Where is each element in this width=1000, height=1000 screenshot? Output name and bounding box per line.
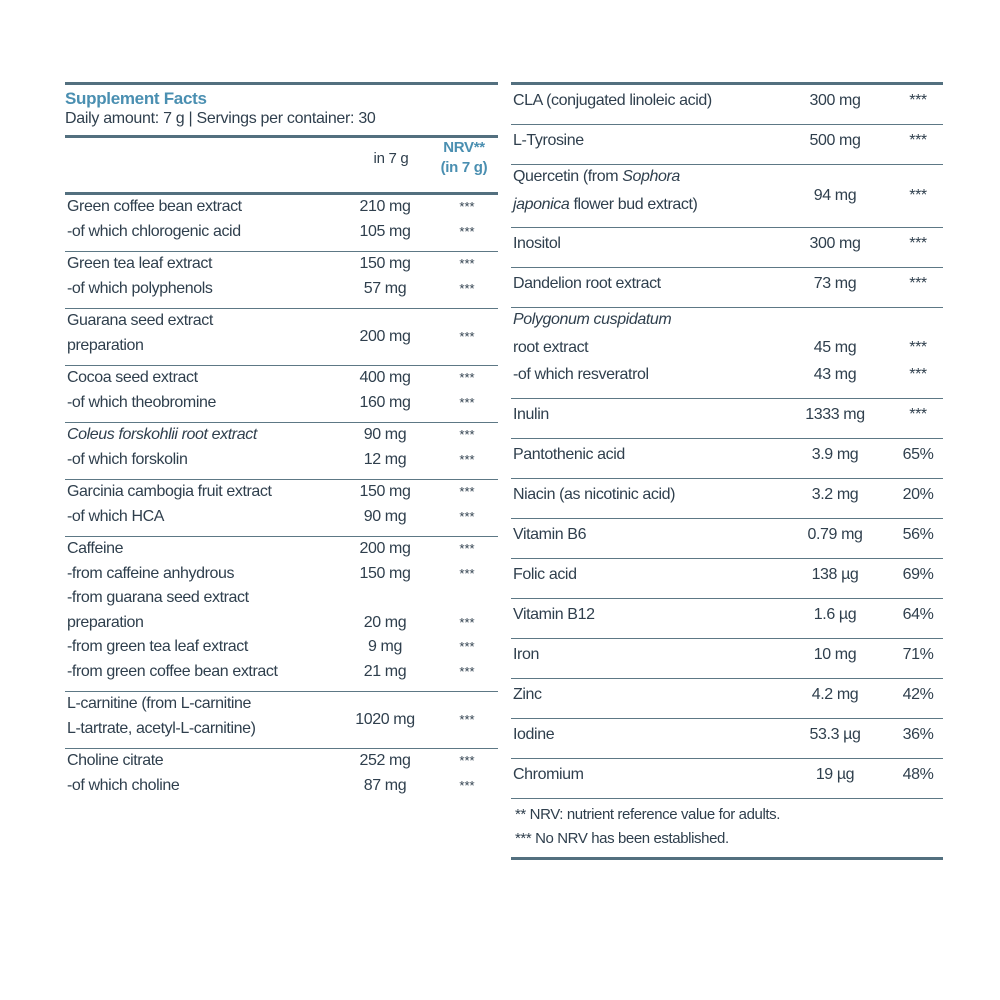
- nutrient-amount: 150 mg: [359, 255, 411, 272]
- nutrient-nrv: ***: [909, 92, 927, 109]
- nutrient-group: [511, 478, 943, 518]
- nutrient-amount: 200 mg: [359, 540, 411, 557]
- column-headers: [65, 135, 498, 192]
- supplement-facts-title: Supplement Facts: [65, 89, 207, 108]
- supplement-facts-left-column: [65, 82, 498, 805]
- nutrient-nrv: ***: [459, 370, 475, 385]
- nutrient-group: [511, 398, 943, 438]
- nutrient-group: [511, 124, 943, 164]
- nutrient-group: [511, 678, 943, 718]
- nutrient-name: -of which chlorogenic acid: [67, 222, 241, 240]
- nutrient-name: Garcinia cambogia fruit extract: [67, 483, 272, 500]
- nutrient-amount: 90 mg: [363, 426, 407, 443]
- nutrient-amount: 400 mg: [359, 369, 411, 386]
- bottom-rule: [511, 857, 943, 860]
- nutrient-nrv: ***: [909, 186, 927, 204]
- nutrient-name: Dandelion root extract: [513, 275, 661, 292]
- nutrient-nrv: ***: [909, 338, 927, 356]
- botanical-name: Polygonum cuspidatum: [513, 311, 672, 328]
- nutrient-group: [65, 748, 498, 805]
- nutrient-group: [511, 558, 943, 598]
- nutrient-group: [511, 85, 943, 124]
- nutrient-name: CLA (conjugated linoleic acid): [513, 92, 712, 109]
- nutrient-nrv: 36%: [902, 725, 934, 743]
- nutrient-group: [511, 518, 943, 558]
- left-nutrient-groups: [65, 192, 498, 805]
- nutrient-amount: 94 mg: [813, 186, 857, 204]
- nutrient-name: Vitamin B6: [513, 525, 587, 543]
- nutrient-amount: 1.6 µg: [813, 605, 857, 623]
- nutrient-name: -from guarana seed extract: [67, 589, 249, 606]
- nutrient-amount: 200 mg: [359, 327, 411, 345]
- nutrient-group: [511, 718, 943, 758]
- nutrient-name: Zinc: [513, 685, 542, 703]
- nutrient-name: L-carnitine (from L-carnitine: [67, 695, 252, 712]
- nutrient-amount: 10 mg: [813, 645, 857, 663]
- nutrient-group: [511, 638, 943, 678]
- nutrient-amount: 105 mg: [359, 222, 411, 240]
- nutrient-name: Niacin (as nicotinic acid): [513, 485, 676, 503]
- nutrient-nrv: ***: [459, 753, 475, 768]
- nutrient-group: [511, 164, 943, 227]
- nutrient-name: japonica flower bud extract): [513, 195, 698, 213]
- nutrient-name: Folic acid: [513, 565, 577, 583]
- nutrient-name: -from caffeine anhydrous: [67, 564, 235, 582]
- nutrient-name: Caffeine: [67, 540, 124, 557]
- nutrient-name: -of which forskolin: [67, 450, 188, 468]
- nutrient-group: [65, 691, 498, 748]
- nutrient-name: -of which choline: [67, 776, 180, 794]
- nutrient-name: Chromium: [513, 765, 584, 783]
- nutrient-nrv: 64%: [902, 605, 934, 623]
- nutrient-name: L-Tyrosine: [513, 132, 584, 149]
- nutrient-nrv: ***: [459, 484, 475, 499]
- nutrient-nrv: 71%: [902, 645, 934, 663]
- nutrient-name: -of which resveratrol: [513, 366, 649, 383]
- nutrient-nrv: ***: [459, 223, 475, 239]
- nutrient-name: Coleus forskohlii root extract: [67, 426, 257, 443]
- nutrient-nrv: ***: [459, 541, 475, 556]
- nutrient-amount: 1333 mg: [805, 405, 865, 423]
- nutrient-amount: 53.3 µg: [809, 725, 861, 743]
- nutrient-name: root extract: [513, 338, 589, 356]
- nutrient-amount: 3.9 mg: [811, 445, 859, 463]
- nutrient-group: [511, 307, 943, 398]
- nutrient-amount: 300 mg: [809, 235, 861, 252]
- nutrient-name: Cocoa seed extract: [67, 369, 198, 386]
- nutrient-name: L-tartrate, acetyl-L-carnitine): [67, 719, 256, 737]
- nutrient-amount: 150 mg: [359, 483, 411, 500]
- nutrient-amount: 12 mg: [363, 450, 407, 468]
- nutrient-amount: 20 mg: [363, 613, 407, 631]
- nutrient-amount: 150 mg: [359, 564, 411, 582]
- nutrient-nrv: ***: [459, 639, 475, 654]
- nutrient-nrv: ***: [909, 405, 927, 423]
- nutrient-name: -from green tea leaf extract: [67, 638, 248, 655]
- nutrient-name: Quercetin (from Sophora: [513, 168, 680, 185]
- nutrient-amount: 500 mg: [809, 132, 861, 149]
- nutrient-amount: 9 mg: [368, 638, 402, 655]
- nrv-column-header: [429, 138, 499, 178]
- footnote-no-nrv: *** No NRV has been established.: [515, 829, 729, 847]
- nutrient-nrv: 56%: [902, 525, 934, 543]
- supplement-facts-right-column: [511, 82, 943, 860]
- nutrient-name: -of which polyphenols: [67, 279, 213, 297]
- nutrient-amount: 21 mg: [363, 662, 407, 680]
- nutrient-amount: 300 mg: [809, 92, 861, 109]
- nutrient-name: Guarana seed extract: [67, 312, 213, 329]
- nutrient-nrv: ***: [459, 280, 475, 296]
- nutrient-name: Pantothenic acid: [513, 445, 625, 463]
- nutrient-name: Inositol: [513, 235, 561, 252]
- nutrient-name: Green coffee bean extract: [67, 198, 242, 215]
- nutrient-name: Vitamin B12: [513, 605, 595, 623]
- nutrient-group: [65, 365, 498, 422]
- nutrient-nrv: ***: [909, 275, 927, 292]
- nutrient-group: [511, 267, 943, 307]
- nutrient-amount: 160 mg: [359, 393, 411, 411]
- nutrient-nrv: ***: [459, 508, 475, 524]
- nutrient-name: Iodine: [513, 725, 555, 743]
- nutrient-amount: 57 mg: [363, 279, 407, 297]
- nutrient-nrv: 69%: [902, 565, 934, 583]
- nutrient-nrv: ***: [459, 394, 475, 410]
- nutrient-name: -of which HCA: [67, 507, 165, 525]
- nrv-header-sub: (in 7 g): [440, 159, 488, 176]
- nutrient-amount: 87 mg: [363, 776, 407, 794]
- nutrient-name: preparation: [67, 336, 144, 354]
- nutrient-amount: 45 mg: [813, 338, 857, 356]
- nutrient-nrv: ***: [459, 451, 475, 467]
- nutrient-group: [511, 758, 943, 798]
- nutrient-name: Inulin: [513, 405, 549, 423]
- nutrient-nrv: 42%: [902, 685, 934, 703]
- nutrient-name: Choline citrate: [67, 752, 164, 769]
- nutrient-group: [65, 308, 498, 365]
- right-nutrient-groups: [511, 85, 943, 798]
- nutrient-amount: 0.79 mg: [807, 525, 863, 543]
- botanical-name: japonica: [513, 195, 570, 213]
- nutrient-nrv: ***: [459, 565, 475, 581]
- nutrient-group: [65, 422, 498, 479]
- nutrient-amount: 210 mg: [359, 198, 411, 215]
- nutrient-name: Iron: [513, 645, 539, 663]
- nutrient-nrv: ***: [459, 256, 475, 271]
- nutrient-group: [65, 479, 498, 536]
- nutrient-group: [65, 536, 498, 691]
- nutrient-nrv: 48%: [902, 765, 934, 783]
- nutrient-nrv: ***: [459, 711, 475, 727]
- nutrient-nrv: ***: [909, 235, 927, 252]
- nutrient-nrv: ***: [459, 663, 475, 679]
- nutrient-nrv: 20%: [902, 485, 934, 503]
- nutrient-name: preparation: [67, 613, 144, 631]
- nutrient-group: [511, 227, 943, 267]
- botanical-name: Sophora: [622, 168, 680, 185]
- nutrient-amount: 43 mg: [813, 366, 857, 383]
- nutrient-name: Green tea leaf extract: [67, 255, 213, 272]
- nutrient-amount: 4.2 mg: [811, 685, 859, 703]
- nutrient-amount: 1020 mg: [355, 710, 415, 728]
- nutrient-nrv: ***: [459, 328, 475, 344]
- nutrient-amount: 138 µg: [811, 565, 859, 583]
- nutrient-nrv: ***: [909, 366, 927, 383]
- nutrient-name: -from green coffee bean extract: [67, 662, 278, 680]
- footnotes: [511, 798, 943, 857]
- nutrient-group: [65, 192, 498, 251]
- nutrient-group: [511, 598, 943, 638]
- nutrient-nrv: ***: [459, 199, 475, 214]
- nutrient-amount: 19 µg: [815, 765, 855, 783]
- nutrient-group: [65, 251, 498, 308]
- nutrient-amount: 252 mg: [359, 752, 411, 769]
- nutrient-amount: 73 mg: [813, 275, 857, 292]
- footnotes-block: [511, 799, 943, 857]
- nutrient-nrv: ***: [909, 132, 927, 149]
- nutrient-nrv: ***: [459, 777, 475, 793]
- nutrient-nrv: ***: [459, 614, 475, 630]
- nrv-header-label: NRV**: [443, 139, 485, 156]
- nutrient-nrv: 65%: [902, 445, 934, 463]
- nutrient-amount: 3.2 mg: [811, 485, 859, 503]
- nutrient-name: -of which theobromine: [67, 393, 217, 411]
- nutrient-name: [513, 308, 671, 332]
- nutrient-amount: 90 mg: [363, 507, 407, 525]
- nutrient-group: [511, 438, 943, 478]
- nutrient-nrv: ***: [459, 427, 475, 442]
- amount-column-header: in 7 g: [373, 150, 409, 167]
- serving-info: Daily amount: 7 g | Servings per container: 30: [65, 110, 376, 127]
- footnote-nrv: ** NRV: nutrient reference value for adults.: [515, 805, 781, 823]
